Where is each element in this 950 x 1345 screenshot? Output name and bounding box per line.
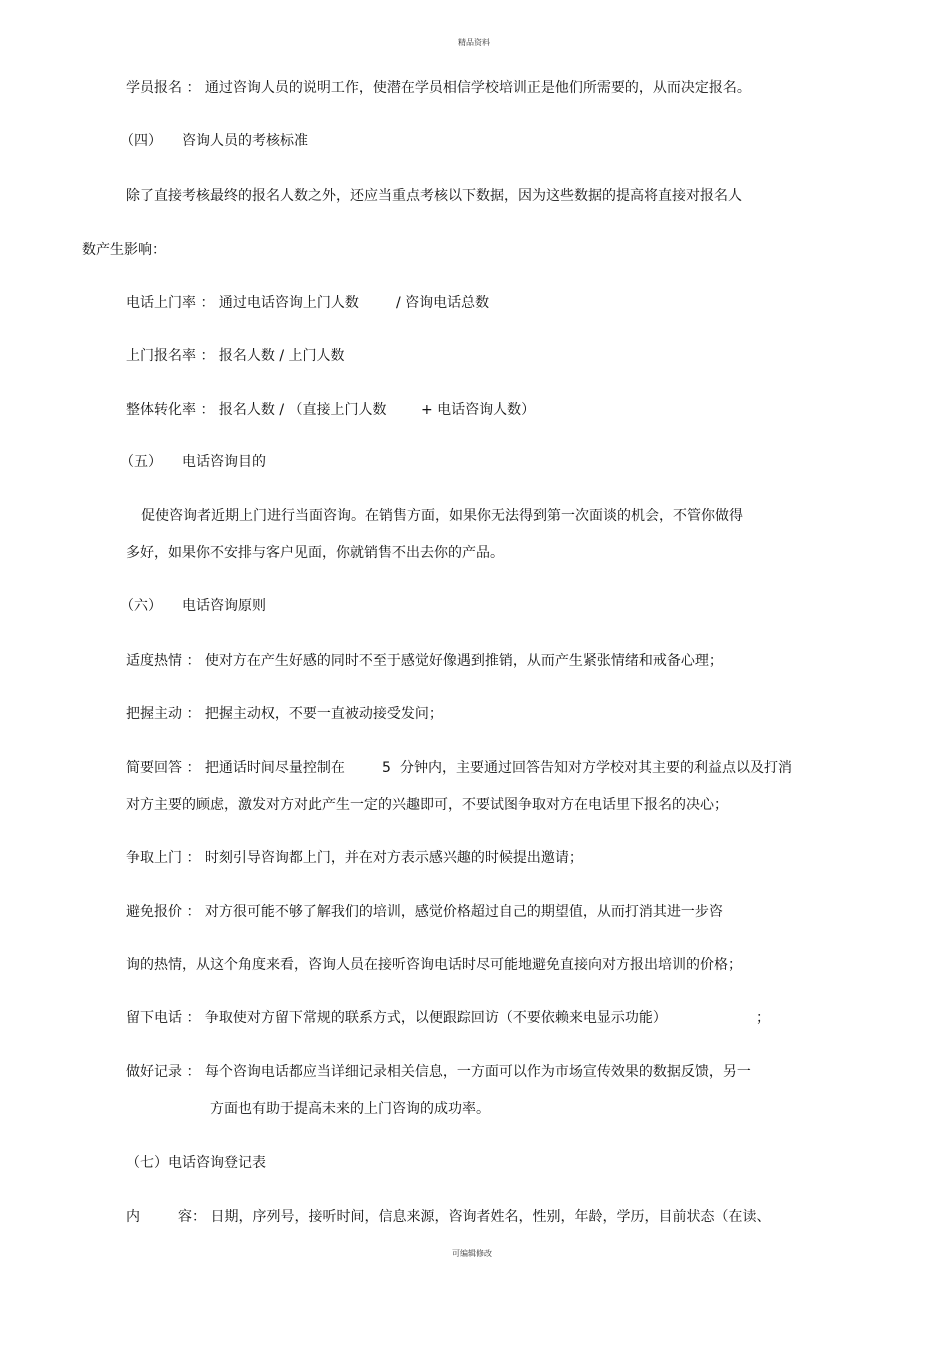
page-footer: 可编辑修改 [452,1249,492,1258]
paragraph-line: 把握主动 ： 把握主动权，不要一直被动接受发问； [126,706,443,722]
paragraph-line: 分钟内，主要通过回答告知对方学校对其主要的利益点以及打消 [400,760,792,776]
paragraph-line: 做好记录 ： 每个咨询电话都应当详细记录相关信息，一方面可以作为市场宣传效果的数据反馈，另一 [126,1064,751,1080]
paragraph-line: ； [756,1010,770,1026]
page-header: 精品资料 [458,38,490,47]
paragraph-line: 适度热情 ： 使对方在产生好感的同时不至于感觉好像遇到推销，从而产生紧张情绪和戒备心理； [126,653,723,669]
paragraph-line: 数产生影响： [82,242,166,258]
paragraph-line: 争取上门 ： 时刻引导咨询都上门，并在对方表示感兴趣的时候提出邀请； [126,850,583,866]
paragraph-line: 除了直接考核最终的报名人数之外，还应当重点考核以下数据，因为这些数据的提高将直接对报名人 [126,188,742,204]
section-heading-six: 电话咨询原则 [182,598,266,614]
formula-line: 电话上门率 ： 通过电话咨询上门人数 [126,295,359,311]
paragraph-line: 避免报价 ： 对方很可能不够了解我们的培训，感觉价格超过自己的期望值，从而打消其进一步咨 [126,904,723,920]
paragraph-line: 容： 日期，序列号，接听时间，信息来源，咨询者姓名，性别，年龄，学历，目前状态（在读、 [178,1209,771,1225]
formula-line: / 咨询电话总数 [396,295,490,311]
paragraph-line: 内 [126,1209,140,1225]
paragraph-line: 方面也有助于提高未来的上门咨询的成功率。 [210,1101,490,1117]
formula-line: + 电话咨询人数） [421,402,536,418]
paragraph-line: 促使咨询者近期上门进行当面咨询。在销售方面，如果你无法得到第一次面谈的机会，不管你做得 [141,508,743,524]
formula-line: 整体转化率 ： 报名人数 / （直接上门人数 [126,402,387,418]
paragraph-line: 学员报名 ： 通过咨询人员的说明工作，使潜在学员相信学校培训正是他们所需要的，从而决定报名。 [126,80,751,96]
paragraph-line: 简要回答 ： 把通话时间尽量控制在 [126,760,345,776]
paragraph-line: 询的热情，从这个角度来看，咨询人员在接听咨询电话时尽可能地避免直接向对方报出培训的价格； [126,957,742,973]
formula-line: 上门报名率 ： 报名人数 / 上门人数 [126,348,345,364]
paragraph-line: 对方主要的顾虑，激发对方对此产生一定的兴趣即可，不要试图争取对方在电话里下报名的决心； [126,797,728,813]
section-heading-five: 电话咨询目的 [182,454,266,470]
section-heading-seven: （七）电话咨询登记表 [126,1155,266,1171]
section-number-four: （四） [120,133,162,149]
section-number-five: （五） [120,454,162,470]
section-heading-four: 咨询人员的考核标准 [182,133,308,149]
paragraph-line: 留下电话 ： 争取使对方留下常规的联系方式，以便跟踪回访（不要依赖来电显示功能） [126,1010,667,1026]
section-number-six: （六） [120,598,162,614]
paragraph-line: 5 [382,760,391,776]
paragraph-line: 多好，如果你不安排与客户见面，你就销售不出去你的产品。 [126,545,504,561]
